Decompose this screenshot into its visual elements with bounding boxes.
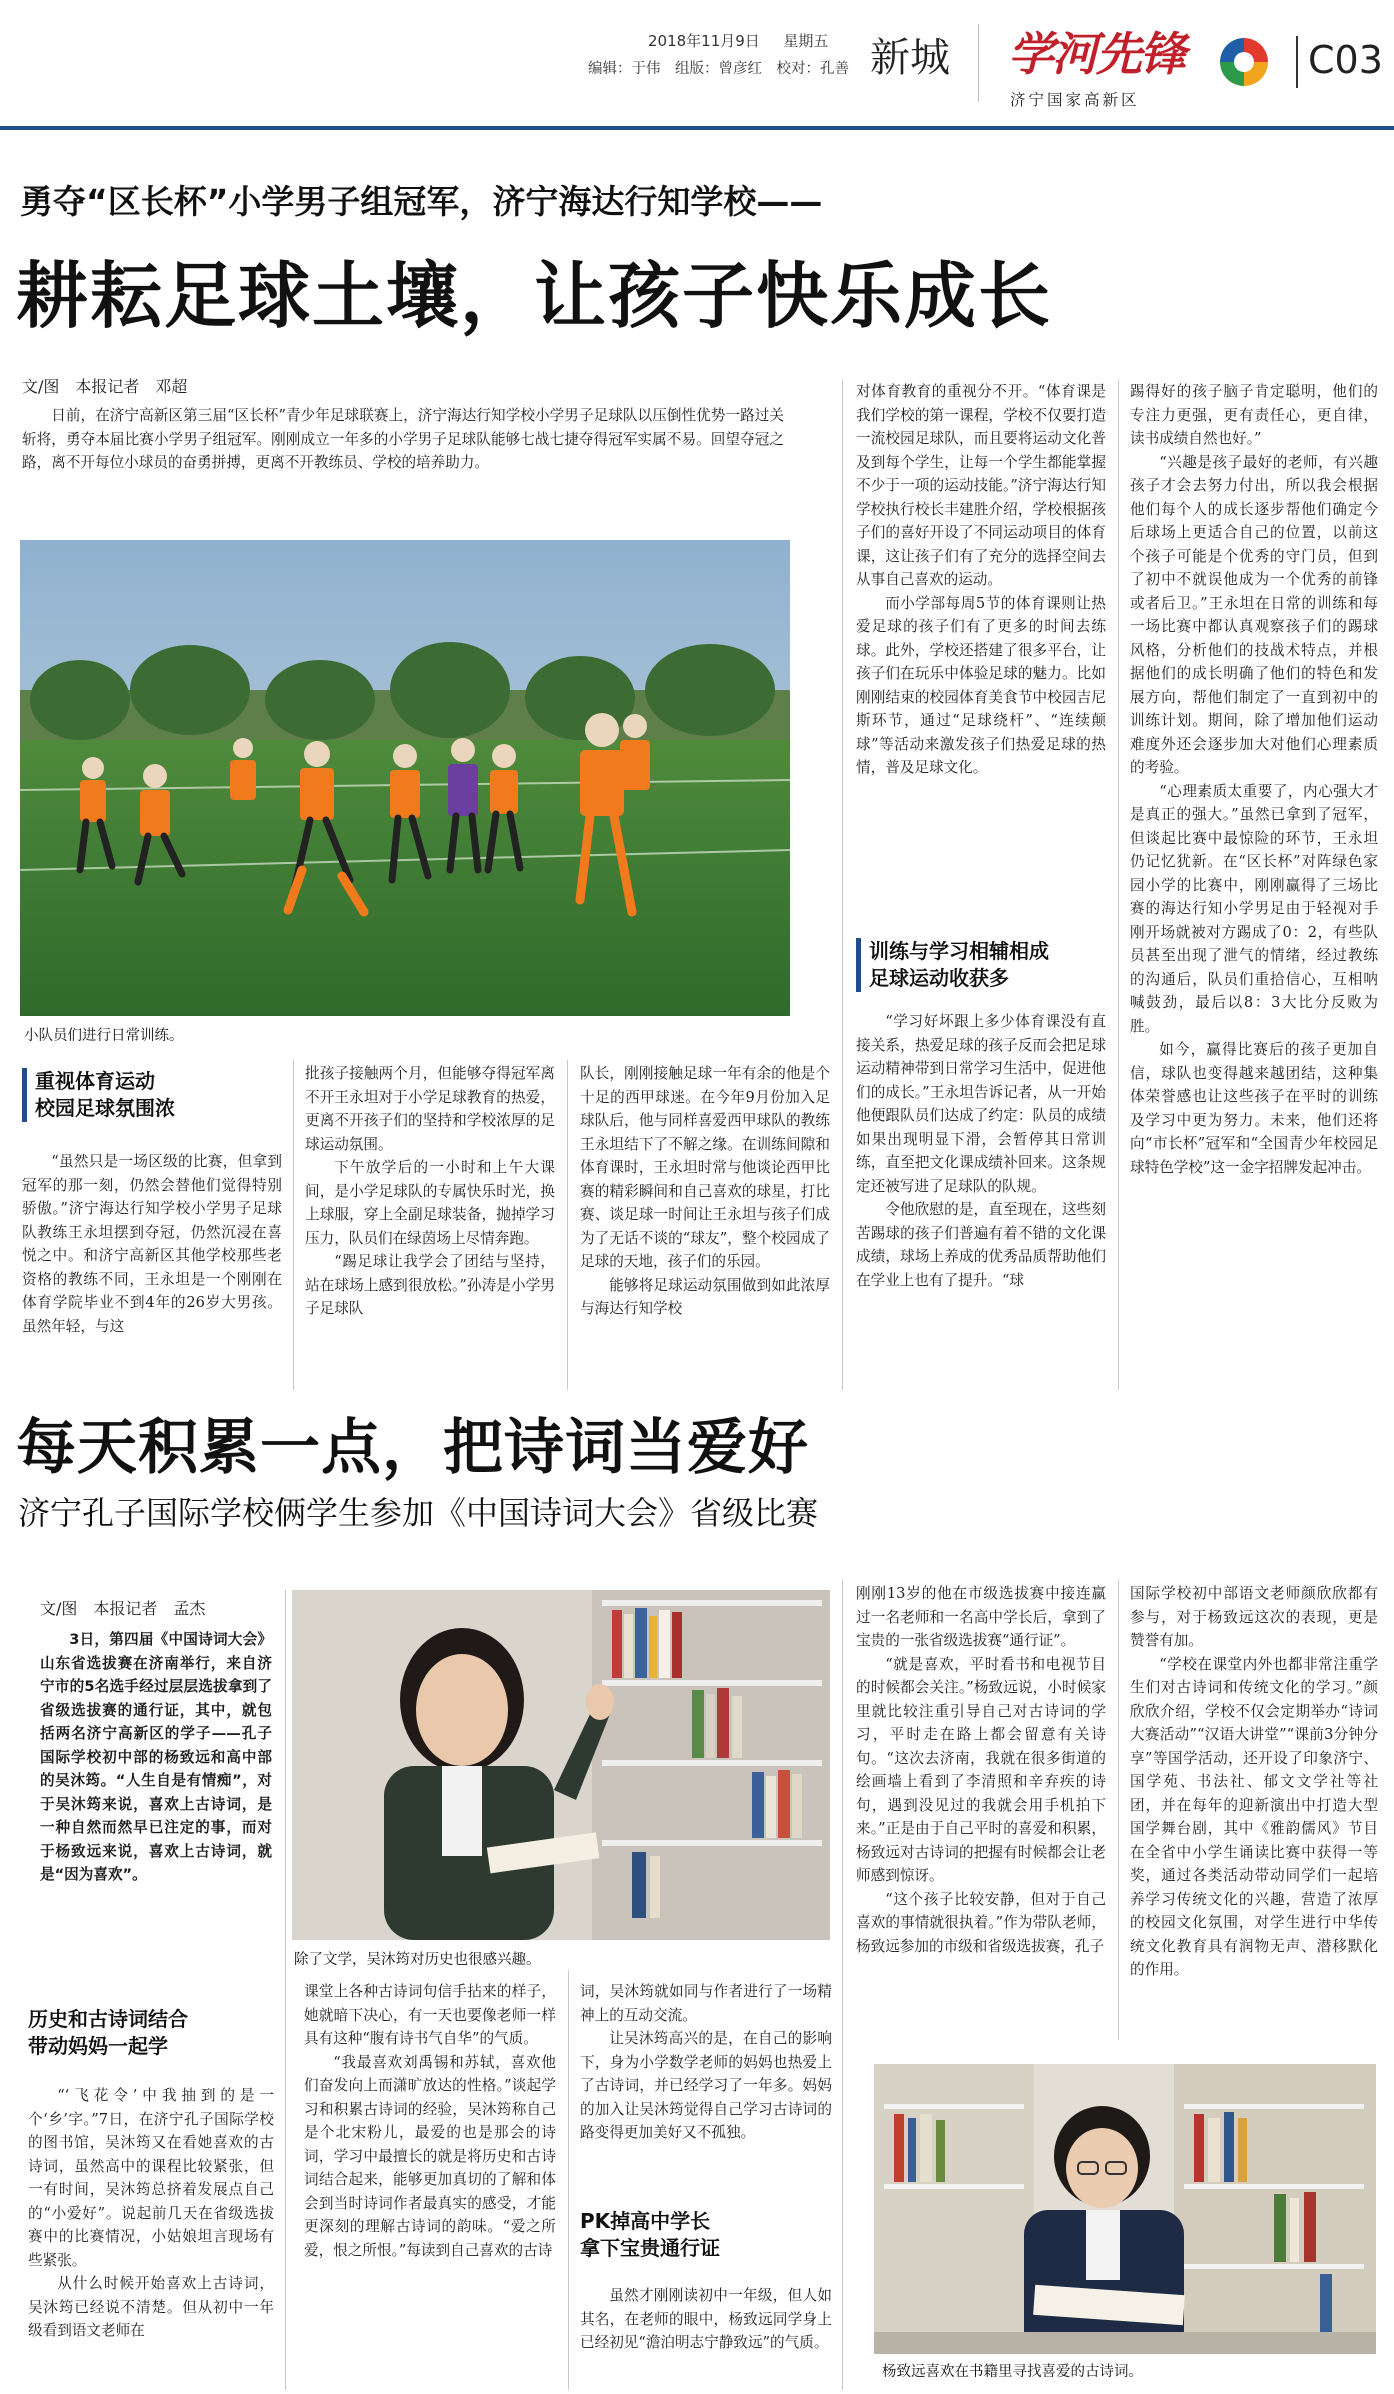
page-header (0, 0, 1394, 130)
article1-col-b-text-2: 下午放学后的一小时和上午大课间，是小学足球队的专属快乐时光，换上球服，穿上全副足球装备，抛掉学习压力，队员们在绿茵场上尽情奔跑。 (305, 1159, 555, 1247)
article1-col-e-text: 踢得好的孩子脑子肯定聪明，他们的专注力更强，更有责任心，更自律，读书成绩自然也好。” (1130, 383, 1378, 447)
article2-byline: 文/图 本报记者 孟杰 (40, 1599, 206, 1618)
article2-col-d-text-3: “这个孩子比较安静，但对于自己喜欢的事情就很执着。”作为带队老师，杨致远参加的市级和省级选拔赛，孔子 (856, 1890, 1106, 1955)
article2-subtitle: 济宁孔子国际学校俩学生参加《中国诗词大会》省级比赛 (18, 1494, 819, 1532)
col-divider (1118, 1580, 1119, 2040)
article1-col-b-text: 批孩子接触两个月，但能够夺得冠军离不开王永坦对于小学足球教育的热爱，更离不开孩子们的坚持和学校浓厚的足球运动氛围。 (305, 1065, 555, 1153)
col-divider (1118, 380, 1119, 1390)
col-divider (842, 380, 843, 1390)
article2-photo-2 (874, 2064, 1376, 2354)
article1-title: 耕耘足球土壤，让孩子快乐成长 (16, 254, 1053, 338)
article2-photo-1 (292, 1590, 830, 1940)
article1-col-d (856, 380, 1106, 780)
article1-col-b (305, 1062, 555, 1321)
article2-lead-text: 3日，第四届《中国诗词大会》山东省选拔赛在济南举行，来自济宁市的5名选手经过层层选拔拿到了省级选拔赛的通行证，其中，就包括两名济宁高新区的学子——孔子国际学校初中部的杨致远和高中部的吴沐筠。“人生自是有情痴”，对于吴沐筠来说，喜欢上古诗词，是一种自然而然早已注定的事，而对于杨致远来说，喜欢上古诗词，就是“因为喜欢”。 (40, 1631, 272, 1883)
article2-col-a-text: “‘飞花令’中我抽到的是一个‘乡’字。”7日，在济宁孔子国际学校的图书馆，吴沐筠又在看她喜欢的古诗词，虽然高中的课程比较紧张，但一有时间，吴沐筠总挤着发展点自己的“小爱好”。说起前几天在省级选拔赛中的比赛情况，小姑娘坦言现场有些紧张。 (28, 2087, 274, 2269)
article2-col-b-text-2: “我最喜欢刘禹锡和苏轼，喜欢他们奋发向上而潇旷放达的性格。”谈起学习和积累古诗词的经验，吴沐筠称自己是个北宋粉儿，最爱的也是那会的诗词，学习中最擅长的就是将历史和古诗词结合起来，能够更加真切的了解和体会到当时诗词作者最真实的感受，才能更深刻的理解古诗词的韵味。“爱之所爱，恨之所恨。”每读到自己喜欢的古诗 (304, 2053, 556, 2259)
col-divider (842, 1580, 843, 2390)
article1-col-d-text-2: 而小学部每周5节的体育课则让热爱足球的孩子们有了更多的时间去练球。此外，学校还搭建了很多平台，让孩子们在玩乐中体验足球的魅力。比如刚刚结束的校园体育美食节中校园吉尼斯环节，通过“足球绕杆”、“连续颠球”等活动来激发孩子们热爱足球的热情，普及足球文化。 (856, 594, 1106, 776)
article1-col-a-text: “虽然只是一场区级的比赛，但拿到冠军的那一刻，仍然会替他们觉得特别骄傲。”济宁海达行知学校小学男子足球队教练王永坦摆到夺冠，仍然沉浸在喜悦之中。和济宁高新区其他学校那些老资格的教练不同，王永坦是一个刚刚在体育学院毕业不到4年的26岁大男孩。虽然年轻，与这 (22, 1153, 282, 1335)
header-date-line (648, 30, 828, 51)
article1-col-e-text-4: 如今，赢得比赛后的孩子更加自信，球队也变得越来越团结，这种集体荣誉感也让这些孩子在平时的训练及学习中更为努力。未来，他们还将向“市长杯”冠军和“全国青少年校园足球特色学校”这一金字招牌发起冲击。 (1130, 1041, 1378, 1176)
brand-subtitle: 济宁国家高新区 (1010, 91, 1140, 109)
article1-subhead-1 (22, 1068, 278, 1122)
article1-lead (22, 404, 784, 475)
article1-col-b-text-3: “踢足球让我学会了团结与坚持，站在球场上感到很放松。”孙涛是小学男子足球队 (305, 1253, 555, 1317)
article1-col-d-text: 对体育教育的重视分不开。“体育课是我们学校的第一课程，学校不仅要打造一流校园足球队，而且要将运动文化普及到每个学生，让每一个学生都能掌握不少于一项的运动技能。”济宁海达行知学校执行校长丰建胜介绍，学校根据孩子们的喜好开设了不同运动项目的体育课，这让孩子们有了充分的选择空间去从事自己喜欢的运动。 (856, 383, 1106, 588)
article1-col-c-text-2: 能够将足球运动氛围做到如此浓厚与海达行知学校 (580, 1276, 830, 1317)
article2-col-c (580, 1980, 832, 2145)
article2-col-d-text: 刚刚13岁的他在市级选拔赛中接连赢过一名老师和一名高中学长后，拿到了宝贵的一张省级选拔赛“通行证”。 (856, 1585, 1106, 1649)
article1-col-c-text: 队长，刚刚接触足球一年有余的他是个十足的西甲球迷。在今年9月份加入足球队后，他与同样喜爱西甲球队的教练王永坦结下了不解之缘。在训练间隙和体育课时，王永坦时常与他谈论西甲比赛的精彩瞬间和自己喜欢的球星，打比赛、谈足球一时间让王永坦与孩子们成为了无话不谈的“球友”，整个校园成了足球的天地，孩子们的乐园。 (580, 1065, 830, 1270)
article2-col-a (28, 2084, 274, 2343)
article2-col-e-text-2: “学校在课堂内外也都非常注重学生们对古诗词和传统文化的学习。”颜欣欣介绍，学校不仅会定期举办“诗词大赛活动”“汉语大讲堂”“课前3分钟分享”等国学活动，还开设了印象济宁、国学苑、书法社、郁文文学社等社团，并在每年的迎新演出中打造大型国学舞台剧，其中《雅韵儒风》节目在全省中小学生诵读比赛中获得一等奖，通过各类活动带动同学们一起培养学习传统文化的兴趣，营造了浓厚的校园文化氛围，对学生进行中华传统文化教育具有润物无声、潜移默化的作用。 (1130, 1655, 1378, 1978)
article1-lead-text: 日前，在济宁高新区第三届“区长杯”青少年足球联赛上，济宁海达行知学校小学男子足球队以压倒性优势一路过关斩将，勇夺本届比赛小学男子组冠军。刚刚成立一年多的小学男子足球队能够七战七捷夺得冠军实属不易。回望夺冠之路，离不开每位小球员的奋勇拼搏，更离不开教练员、学校的培养助力。 (22, 407, 784, 471)
article2-col-e-text: 国际学校初中部语文老师颜欣欣都有参与，对于杨致远这次的表现，更是赞誉有加。 (1130, 1585, 1378, 1649)
col-divider (293, 1060, 294, 1390)
article1-col-d-text-3: “学习好坏跟上多少体育课没有直接关系，热爱足球的孩子反而会把足球运动精神带到日常学习生活中，促进他们的成长。”王永坦告诉记者，从一开始他便跟队员们达成了约定：队员的成绩如果出现明显下滑，会暂停其日常训练，直至把文化课成绩补回来。这条规定还被写进了足球队的队规。 (856, 1013, 1106, 1195)
article2-col-b-text: 课堂上各种古诗词句信手拈来的样子，她就暗下决心，有一天也要像老师一样具有这种“腹有诗书气自华”的气质。 (304, 1983, 556, 2047)
header-section: 新城 (870, 35, 950, 81)
article2-col-c-text: 词，吴沐筠就如同与作者进行了一场精神上的互动交流。 (580, 1983, 832, 2024)
article1-byline: 文/图 本报记者 邓超 (22, 377, 188, 396)
article1-kicker: 勇夺“区长杯”小学男子组冠军，济宁海达行知学校—— (20, 182, 823, 221)
brand-emblem-icon (1218, 36, 1270, 88)
header-weekday: 星期五 (783, 32, 829, 50)
article1-col-d-text-4: 令他欣慰的是，直至现在，这些刻苦踢球的孩子们普遍有着不错的文化课成绩，球场上养成的优秀品质帮助他们在学业上也有了提升。“球 (856, 1201, 1106, 1289)
page-number-divider (1296, 36, 1298, 88)
article1-photo-caption: 小队员们进行日常训练。 (24, 1028, 184, 1044)
article2-title: 每天积累一点，把诗词当爱好 (16, 1413, 809, 1483)
page-number: C03 (1308, 38, 1383, 82)
article2-subhead-2 (580, 2208, 830, 2262)
header-rule (0, 126, 1394, 130)
header-date: 2018年11月9日 (648, 32, 760, 50)
article2-subhead-1 (28, 2006, 278, 2060)
article1-col-e (1130, 380, 1378, 1179)
brand-logo-text: 学河先锋 (1008, 27, 1184, 81)
article2-col-c-text-3: 虽然才刚刚读初中一年级，但人如其名，在老师的眼中，杨致远同学身上已经初见“澹泊明志宁静致远”的气质。 (580, 2287, 832, 2351)
article1-col-d-lower (856, 1010, 1106, 1292)
article2-col-c-lower (580, 2284, 832, 2355)
article2-col-d (856, 1582, 1106, 1958)
article1-col-e-text-3: “心理素质太重要了，内心强大才是真正的强大。”虽然已拿到了冠军，但谈起比赛中最惊险的环节，王永坦仍记忆犹新。在“区长杯”对阵绿色家园小学的比赛中，刚刚赢得了三场比赛的海达行知小学男足由于轻视对手刚开场就被对方踢成了0：2，有些队员甚至出现了泄气的情绪，经过教练的沟通后，队员们重拾信心，互相呐喊鼓劲，最后以8：3大比分反败为胜。 (1130, 782, 1378, 1035)
article1-col-a (22, 1150, 282, 1338)
article2-col-c-text-2: 让吴沐筠高兴的是，在自己的影响下，身为小学数学老师的妈妈也热爱上了古诗词，并已经学习了一年多。妈妈的加入让吴沐筠觉得自己学习古诗词的路变得更加美好又不孤独。 (580, 2030, 832, 2141)
col-divider (567, 1060, 568, 1390)
article1-subhead-2-text: 训练与学习相辅相成 足球运动收获多 (856, 938, 1110, 992)
article2-col-e (1130, 1582, 1378, 1982)
article1-col-c (580, 1062, 830, 1321)
article1-photo (20, 540, 790, 1016)
article2-lead (40, 1628, 272, 1887)
article1-subhead-1-text: 重视体育运动 校园足球氛围浓 (22, 1068, 278, 1122)
header-editors: 编辑：于伟 组版：曾彦红 校对：孔善 (588, 61, 849, 77)
article2-subhead-2-text: PK掉高中学长 拿下宝贵通行证 (580, 2209, 720, 2260)
header-divider (978, 24, 979, 102)
article2-col-b (304, 1980, 556, 2262)
article1-subhead-2 (856, 938, 1110, 992)
article1-col-e-text-2: “兴趣是孩子最好的老师，有兴趣孩子才会去努力付出，所以我会根据他们每个人的成长逐步帮他们确定今后球场上更适合自己的位置，以前这个孩子可能是个优秀的守门员，但到了初中不就误他成为一个优秀的前锋或者后卫。”王永坦在日常的训练和每一场比赛中都认真观察孩子们的踢球风格，分析他们的技战术特点，并根据他们的成长明确了他们的特色和发展方向，帮他们制定了一直到初中的训练计划。期间，除了增加他们运动难度外还会逐步加大对他们心理素质的考验。 (1130, 453, 1378, 776)
article2-subhead-1-text: 历史和古诗词结合 带动妈妈一起学 (28, 2007, 188, 2058)
article2-col-a-text-2: 从什么时候开始喜欢上古诗词，吴沐筠已经说不清楚。但从初中一年级看到语文老师在 (28, 2275, 274, 2339)
article2-col-d-text-2: “就是喜欢，平时看书和电视节目的时候都会关注。”杨致远说，小时候家里就比较注重引导自己对古诗词的学习，平时走在路上都会留意有关诗句。“这次去济南，我就在很多街道的绘画墙上看到了李清照和辛弃疾的诗句，遇到没见过的我就会用手机拍下来。”正是由于自己平时的喜爱和积累，杨致远对古诗词的把握有时候都会让老师感到惊讶。 (856, 1655, 1106, 1884)
article2-photo-2-caption: 杨致远喜欢在书籍里寻找喜爱的古诗词。 (882, 2364, 1143, 2380)
col-divider (568, 1970, 569, 2390)
article2-photo-1-caption: 除了文学，吴沐筠对历史也很感兴趣。 (294, 1952, 541, 1968)
col-divider (285, 1590, 286, 2390)
